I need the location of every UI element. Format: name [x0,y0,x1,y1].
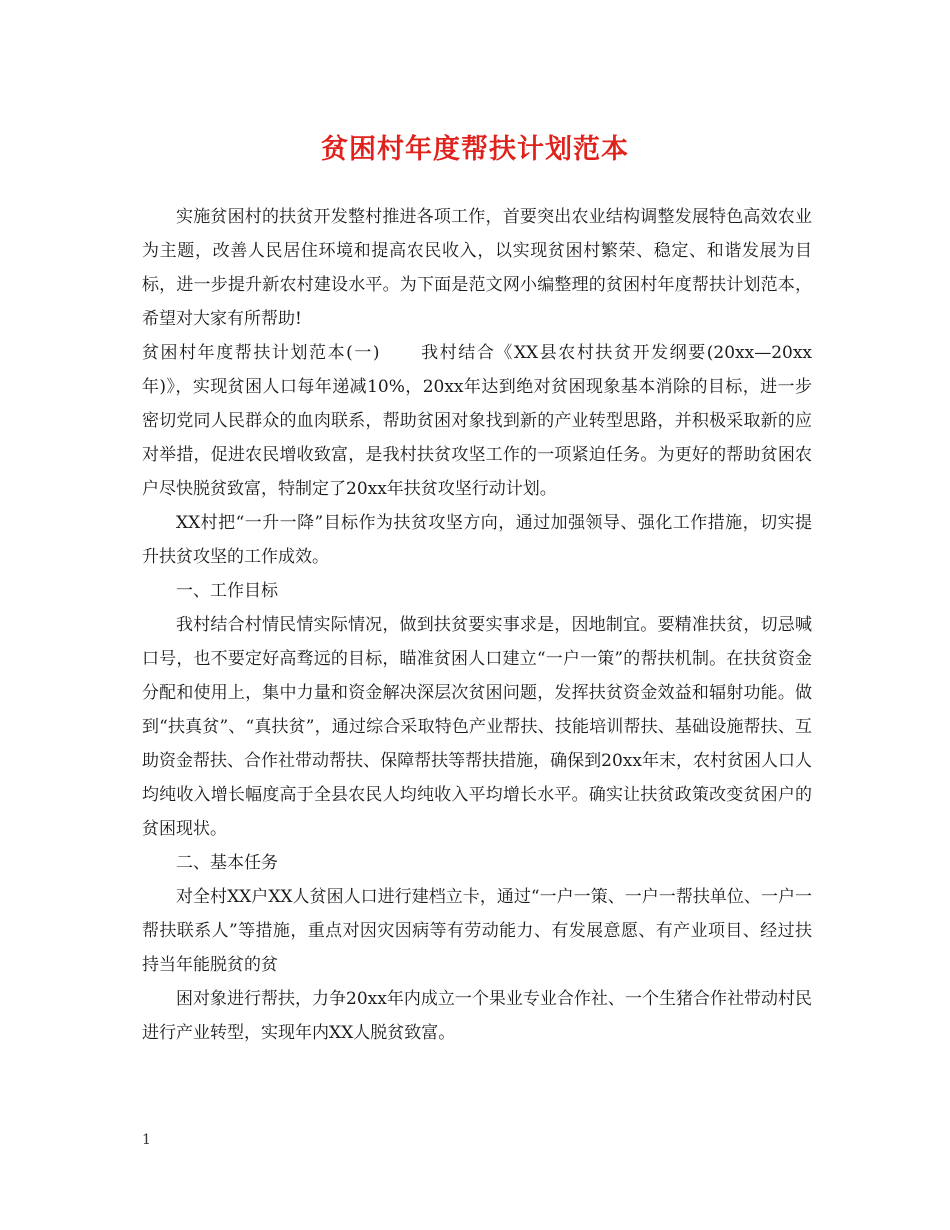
paragraph-tasks-continued: 困对象进行帮扶，力争20xx年内成立一个果业专业合作社、一个生猪合作社带动村民进行产业转型，实现年内XX人脱贫致富。 [142,989,812,1043]
section-heading-goals: 一、工作目标 [176,581,278,601]
document-body [142,200,812,1050]
paragraph-plan-one-text: 我村结合《XX县农村扶贫开发纲要(20xx—20xx年)》，实现贫困人口每年递减10%，20xx年达到绝对贫困现象基本消除的目标，进一步密切党同人民群众的血肉联系，帮助贫困对象找到新的产业转型思路，并积极采取新的应对举措，促进农民增收致富，是我村扶贫攻坚工作的一项紧迫任务。为更好的帮助贫困农户尽快脱贫致富，特制定了20xx年扶贫攻坚行动计划。 [142,343,813,499]
section-heading-tasks: 二、基本任务 [176,853,278,873]
paragraph-goals: 我村结合村情民情实际情况，做到扶贫要实事求是，因地制宜。要精准扶贫，切忌喊口号，也不要定好高骛远的目标，瞄准贫困人口建立“一户一策”的帮扶机制。在扶贫资金分配和使用上，集中力量和资金解决深层次贫困问题，发挥扶贫资金效益和辐射功能。做到“扶真贫”、“真扶贫”，通过综合采取特色产业帮扶、技能培训帮扶、基础设施帮扶、互助资金帮扶、合作社带动帮扶、保障帮扶等帮扶措施，确保到20xx年末，农村贫困人口人均纯收入增长幅度高于全县农民人均纯收入平均增长水平。确实让扶贫政策改变贫困户的贫困现状。 [142,615,812,839]
document-title: 贫困村年度帮扶计划范本 [321,134,629,165]
section-heading-plan-one: 贫困村年度帮扶计划范本(一) [142,343,380,363]
page-number: 1 [142,1132,151,1148]
paragraph-tasks: 对全村XX户XX人贫困人口进行建档立卡，通过“一户一策、一户一帮扶单位、一户一帮扶联系人”等措施，重点对因灾因病等有劳动能力、有发展意愿、有产业项目、经过扶持当年能脱贫的贫 [142,887,812,975]
paragraph-plan-one [142,336,812,506]
paragraph-direction: XX村把“一升一降”目标作为扶贫攻坚方向，通过加强领导、强化工作措施，切实提升扶贫攻坚的工作成效。 [142,513,812,567]
paragraph-intro: 实施贫困村的扶贫开发整村推进各项工作，首要突出农业结构调整发展特色高效农业为主题，改善人民居住环境和提高农民收入，以实现贫困村繁荣、稳定、和谐发展为目标，进一步提升新农村建设水平。为下面是范文网小编整理的贫困村年度帮扶计划范本，希望对大家有所帮助! [142,207,812,329]
